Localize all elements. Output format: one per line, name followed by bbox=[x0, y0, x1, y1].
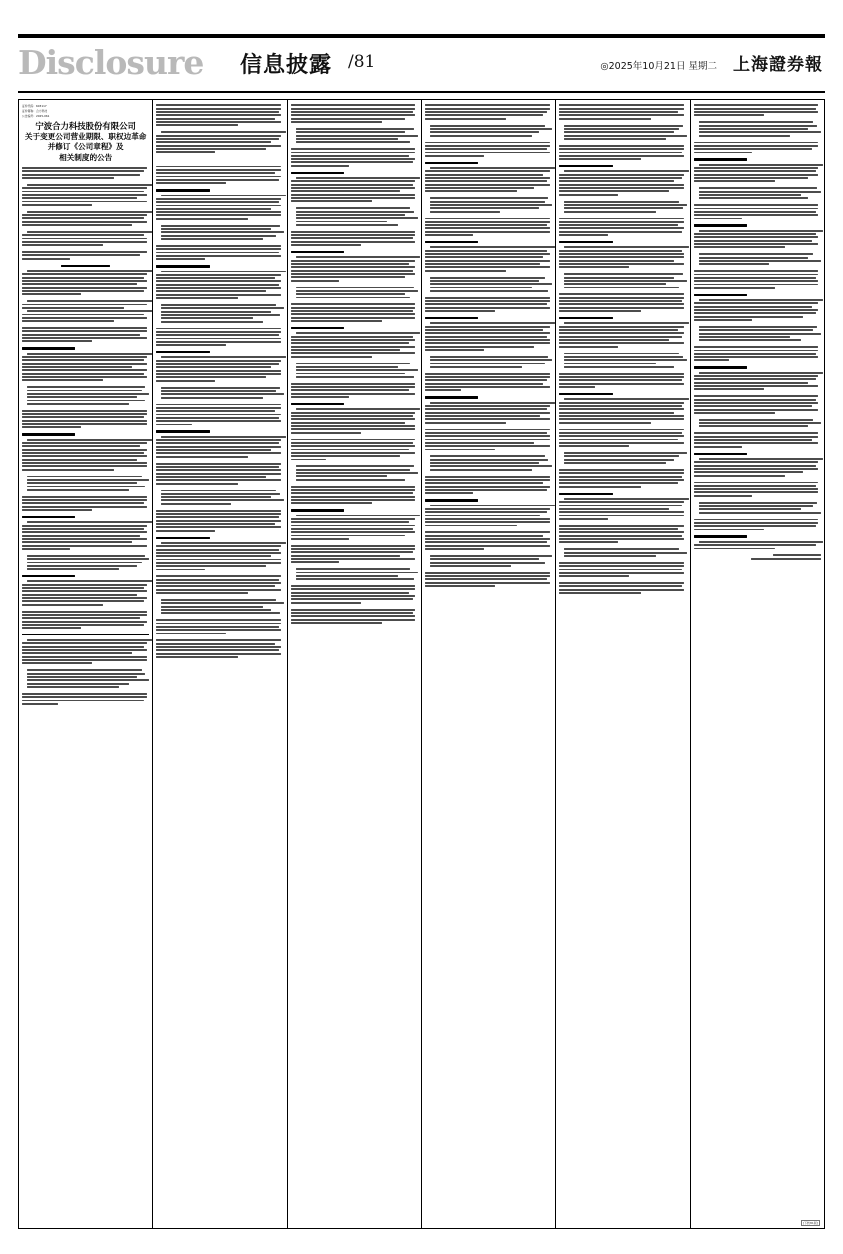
section-one-body bbox=[22, 270, 149, 295]
c5-block-8 bbox=[559, 373, 686, 388]
section-two-note bbox=[22, 410, 149, 429]
column-2 bbox=[153, 100, 287, 1228]
c3-list-2 bbox=[291, 207, 418, 226]
section-heading-1 bbox=[61, 265, 109, 267]
c3-block-2 bbox=[291, 148, 418, 167]
c2-block-13 bbox=[156, 542, 283, 571]
c5-heading-4 bbox=[559, 393, 612, 395]
c4-block-5 bbox=[425, 246, 552, 271]
c4-heading-5 bbox=[425, 499, 478, 501]
c6-block-8 bbox=[694, 346, 821, 361]
section-heading-4 bbox=[22, 516, 75, 518]
c3-block-4 bbox=[291, 231, 418, 246]
column-3 bbox=[288, 100, 422, 1228]
c2-block-11 bbox=[156, 463, 283, 485]
c3-block-5 bbox=[291, 256, 418, 281]
c6-list-1 bbox=[694, 121, 821, 136]
c5-block-15 bbox=[559, 582, 686, 594]
c4-heading-1 bbox=[425, 162, 478, 164]
c6-block-6 bbox=[694, 270, 821, 289]
c2-heading-2 bbox=[156, 265, 209, 267]
c2-block-2 bbox=[156, 131, 283, 153]
c4-block-11 bbox=[425, 476, 552, 495]
company-name: 宁波合力科技股份有限公司 bbox=[35, 121, 136, 131]
c4-block-7 bbox=[425, 322, 552, 351]
c6-block-13 bbox=[694, 482, 821, 497]
c3-block-3 bbox=[291, 177, 418, 202]
c3-list-5 bbox=[291, 465, 418, 480]
c4-heading-3 bbox=[425, 317, 478, 319]
article-grid bbox=[18, 99, 825, 1229]
c3-block-12 bbox=[291, 515, 418, 540]
c6-block-3 bbox=[694, 164, 821, 183]
c5-list-2 bbox=[559, 201, 686, 213]
page-title bbox=[24, 121, 147, 163]
masthead-latin-title: Disclosure bbox=[18, 43, 204, 82]
column-6 bbox=[691, 100, 824, 1228]
c5-heading-3 bbox=[559, 317, 612, 319]
c6-heading-6 bbox=[694, 535, 747, 537]
c2-block-5 bbox=[156, 245, 283, 260]
c2-block-1 bbox=[156, 104, 283, 126]
c4-list-1 bbox=[425, 125, 552, 137]
column-1 bbox=[19, 100, 153, 1228]
c5-block-1 bbox=[559, 104, 686, 119]
c5-heading-1 bbox=[559, 165, 612, 167]
c2-block-10 bbox=[156, 436, 283, 458]
c6-block-1 bbox=[694, 104, 821, 116]
c4-heading-4 bbox=[425, 396, 478, 398]
c4-block-4 bbox=[425, 218, 552, 237]
c2-list-2 bbox=[156, 304, 283, 323]
security-name: 证券简称：合力科技 bbox=[22, 109, 48, 113]
c4-block-2 bbox=[425, 142, 552, 157]
c4-block-1 bbox=[425, 104, 552, 119]
c2-list-4 bbox=[156, 490, 283, 505]
section-six-tail bbox=[22, 693, 149, 705]
c2-block-9 bbox=[156, 404, 283, 426]
signature-block bbox=[694, 541, 821, 550]
c6-block-2 bbox=[694, 142, 821, 154]
column-divider-rule bbox=[22, 634, 149, 635]
c2-block-16 bbox=[156, 639, 283, 658]
c4-heading-2 bbox=[425, 241, 478, 243]
continuation-mark: [下转81版] bbox=[802, 1221, 818, 1225]
column-4 bbox=[422, 100, 556, 1228]
c4-block-9 bbox=[425, 402, 552, 424]
c3-block-8 bbox=[291, 383, 418, 398]
c6-block-10 bbox=[694, 395, 821, 414]
c3-heading-1 bbox=[291, 172, 344, 174]
c4-block-10 bbox=[425, 429, 552, 451]
c4-block-3 bbox=[425, 167, 552, 192]
masthead-top-rule bbox=[18, 34, 825, 38]
c2-block-7 bbox=[156, 328, 283, 347]
c5-block-3 bbox=[559, 170, 686, 195]
c2-block-6 bbox=[156, 271, 283, 300]
c3-block-15 bbox=[291, 609, 418, 624]
c3-list-1 bbox=[291, 128, 418, 143]
c2-block-3 bbox=[156, 166, 283, 185]
disclaimer-paragraph bbox=[22, 167, 149, 179]
c4-block-6 bbox=[425, 297, 552, 312]
c3-heading-4 bbox=[291, 403, 344, 405]
c3-block-13 bbox=[291, 545, 418, 564]
masthead-page-number: /81 bbox=[348, 52, 376, 72]
c6-heading-2 bbox=[694, 224, 747, 226]
c2-list-3 bbox=[156, 387, 283, 399]
c4-block-13 bbox=[425, 531, 552, 550]
c6-list-6 bbox=[694, 502, 821, 514]
c6-block-7 bbox=[694, 299, 821, 321]
masthead bbox=[18, 34, 825, 94]
c4-block-12 bbox=[425, 505, 552, 527]
c5-list-3 bbox=[559, 273, 686, 288]
section-one-items bbox=[22, 300, 149, 322]
c5-block-13 bbox=[559, 525, 686, 544]
c3-list-4 bbox=[291, 363, 418, 378]
c3-block-11 bbox=[291, 486, 418, 505]
section-two-body bbox=[22, 353, 149, 382]
section-heading-5 bbox=[22, 575, 75, 577]
c3-heading-2 bbox=[291, 251, 344, 253]
c6-list-4 bbox=[694, 326, 821, 341]
c6-block-4 bbox=[694, 204, 821, 219]
c2-heading-4 bbox=[156, 430, 209, 432]
section-two-list bbox=[22, 386, 149, 405]
c5-block-7 bbox=[559, 322, 686, 347]
section-heading-3 bbox=[22, 433, 75, 435]
c6-block-5 bbox=[694, 230, 821, 249]
c4-list-3 bbox=[425, 277, 552, 292]
intro-paragraph bbox=[22, 184, 149, 206]
c5-block-12 bbox=[559, 498, 686, 520]
c5-block-10 bbox=[559, 429, 686, 448]
c4-block-8 bbox=[425, 373, 552, 392]
c4-block-14 bbox=[425, 572, 552, 587]
para-a3 bbox=[22, 251, 149, 260]
c2-heading-3 bbox=[156, 351, 209, 353]
c2-list-5 bbox=[156, 599, 283, 614]
c2-block-4 bbox=[156, 195, 283, 220]
c5-block-5 bbox=[559, 246, 686, 268]
c2-heading-1 bbox=[156, 189, 209, 191]
c5-block-4 bbox=[559, 218, 686, 237]
c2-block-14 bbox=[156, 575, 283, 594]
c6-list-5 bbox=[694, 419, 821, 428]
c3-list-3 bbox=[291, 287, 418, 299]
c6-heading-5 bbox=[694, 453, 747, 455]
c3-block-6 bbox=[291, 303, 418, 322]
section-five-tail bbox=[22, 611, 149, 630]
column-5 bbox=[556, 100, 690, 1228]
para-a1 bbox=[22, 211, 149, 226]
c2-heading-5 bbox=[156, 537, 209, 539]
c5-list-5 bbox=[559, 452, 686, 464]
c5-block-11 bbox=[559, 469, 686, 488]
c3-block-10 bbox=[291, 439, 418, 461]
c5-block-14 bbox=[559, 562, 686, 577]
c5-block-9 bbox=[559, 398, 686, 423]
c3-heading-3 bbox=[291, 327, 344, 329]
c6-block-12 bbox=[694, 458, 821, 477]
announcement-number: 公告编号：2025-061 bbox=[22, 114, 50, 118]
c2-list-1 bbox=[156, 225, 283, 240]
c5-heading-2 bbox=[559, 241, 612, 243]
section-three-body bbox=[22, 439, 149, 471]
c6-list-3 bbox=[694, 253, 821, 265]
c5-block-2 bbox=[559, 145, 686, 160]
c5-block-6 bbox=[559, 293, 686, 312]
c3-block-1 bbox=[291, 104, 418, 123]
c5-list-4 bbox=[559, 353, 686, 368]
c3-block-14 bbox=[291, 585, 418, 604]
c4-list-4 bbox=[425, 356, 552, 368]
masthead-cn-title: 信息披露 bbox=[240, 53, 333, 78]
c5-list-6 bbox=[559, 548, 686, 557]
section-four-body bbox=[22, 521, 149, 550]
section-four-list bbox=[22, 555, 149, 570]
section-five-body bbox=[22, 580, 149, 605]
c4-list-5 bbox=[425, 455, 552, 470]
c3-heading-5 bbox=[291, 509, 344, 511]
section-one-extra bbox=[22, 327, 149, 342]
title-line-1: 关于变更公司营业期限、职权边革命并修订《公司章程》及 bbox=[24, 131, 147, 151]
c3-block-9 bbox=[291, 408, 418, 433]
c4-list-6 bbox=[425, 555, 552, 567]
para-a2 bbox=[22, 231, 149, 246]
c6-heading-1 bbox=[694, 158, 747, 160]
masthead-brand: 上海證券報 bbox=[733, 55, 823, 75]
section-six-body bbox=[22, 639, 149, 664]
section-heading-2 bbox=[22, 347, 75, 349]
masthead-bottom-rule bbox=[18, 91, 825, 93]
section-six-list bbox=[22, 669, 149, 688]
security-code: 证券代码：603117 bbox=[22, 104, 47, 108]
c6-heading-3 bbox=[694, 294, 747, 296]
c2-block-8 bbox=[156, 356, 283, 381]
c6-block-11 bbox=[694, 432, 821, 447]
c6-block-14 bbox=[694, 519, 821, 531]
section-three-more bbox=[22, 496, 149, 511]
section-three-list bbox=[22, 476, 149, 491]
c3-block-7 bbox=[291, 332, 418, 357]
c5-list-1 bbox=[559, 125, 686, 140]
c6-block-9 bbox=[694, 372, 821, 391]
c2-block-15 bbox=[156, 619, 283, 634]
c6-list-2 bbox=[694, 187, 821, 199]
c6-heading-4 bbox=[694, 366, 747, 368]
c2-block-12 bbox=[156, 510, 283, 532]
masthead-date: ◎2025年10月21日 星期二 bbox=[600, 61, 717, 72]
c5-heading-5 bbox=[559, 493, 612, 495]
c4-list-2 bbox=[425, 197, 552, 212]
title-line-2: 相关制度的公告 bbox=[59, 152, 113, 162]
announcement-date-block bbox=[694, 554, 821, 559]
c3-list-6 bbox=[291, 568, 418, 580]
